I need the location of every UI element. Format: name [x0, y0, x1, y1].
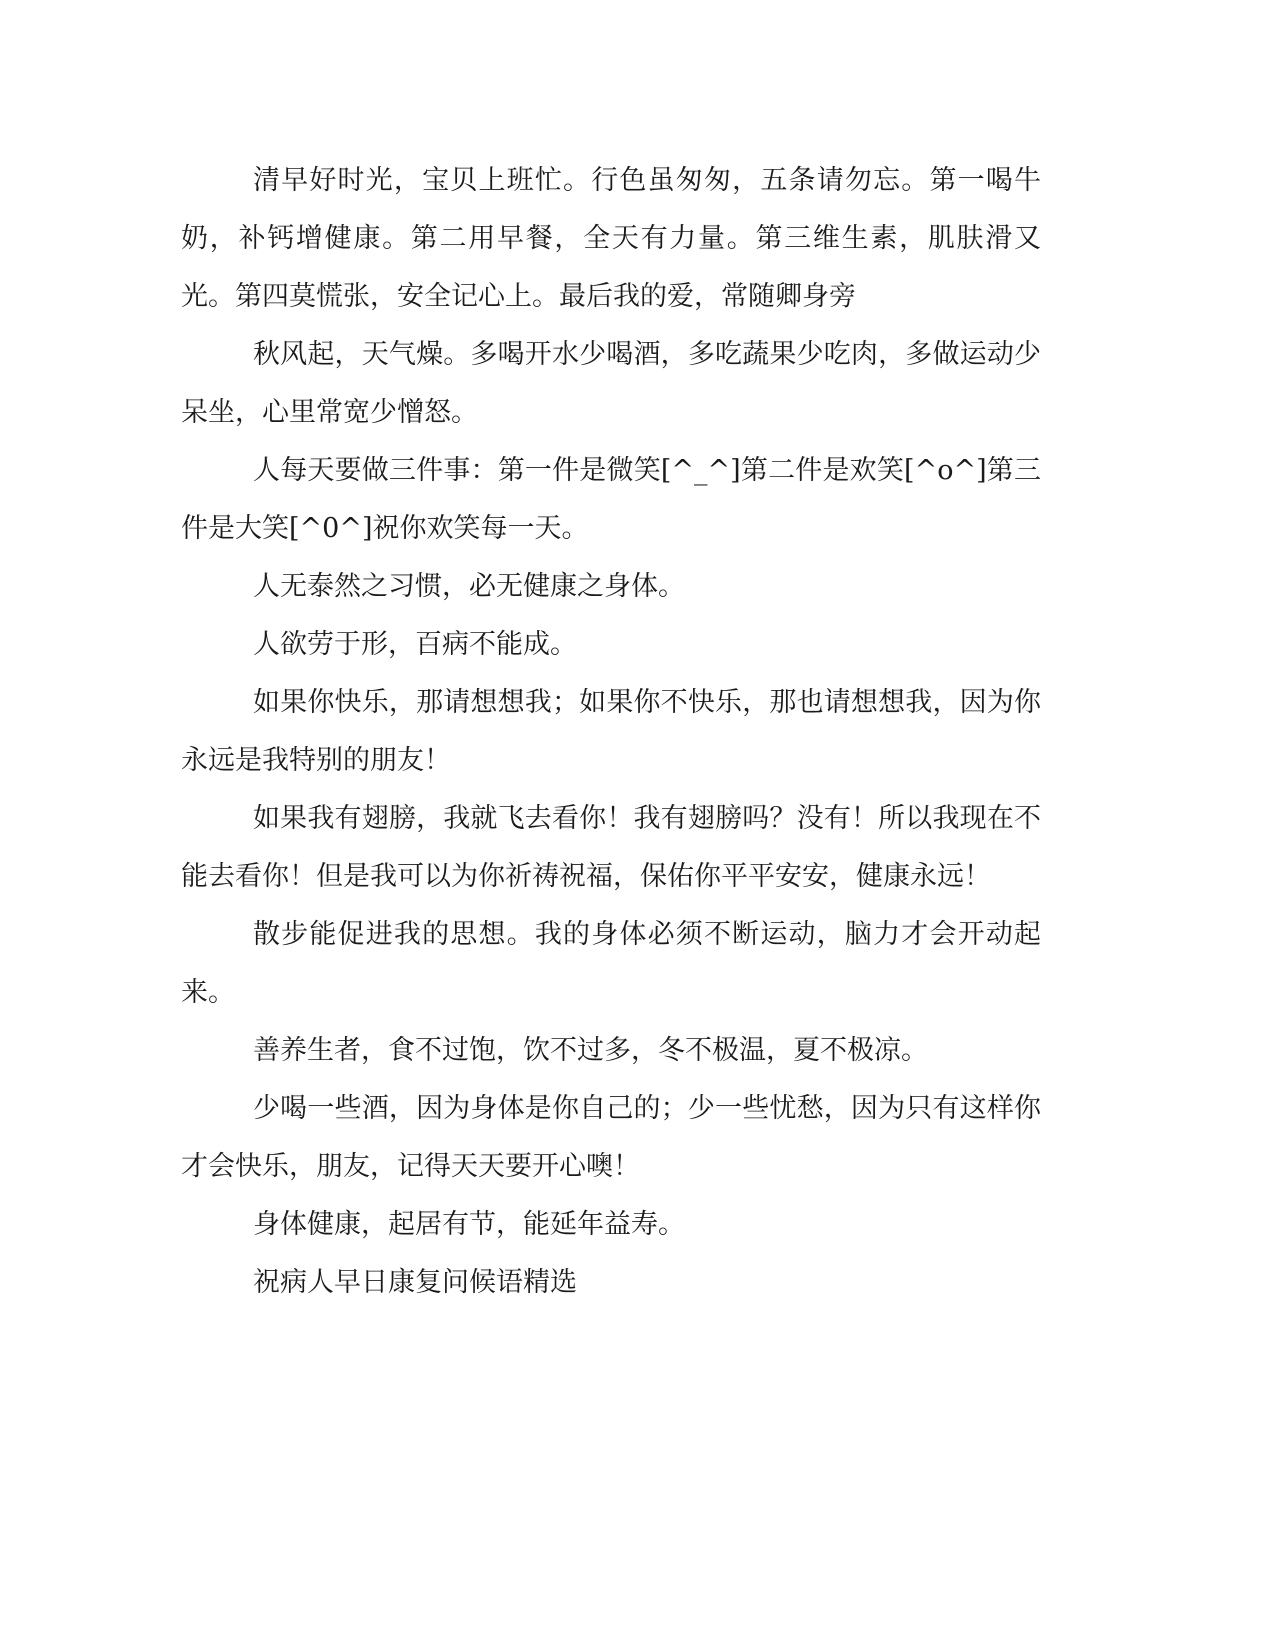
- document-body: [181, 152, 1041, 1312]
- paragraph-8: 散步能促进我的思想。我的身体必须不断运动，脑力才会开动起来。: [181, 919, 1041, 1008]
- paragraph-10: 少喝一些酒，因为身体是你自己的；少一些忧愁，因为只有这样你才会快乐，朋友，记得天天要开心噢！: [181, 1093, 1041, 1182]
- paragraph-2: 秋风起，天气燥。多喝开水少喝酒，多吃蔬果少吃肉，多做运动少呆坐，心里常宽少憎怒。: [181, 339, 1041, 428]
- paragraph-7: 如果我有翅膀，我就飞去看你！我有翅膀吗？没有！所以我现在不能去看你！但是我可以为你祈祷祝福，保佑你平平安安，健康永远！: [181, 803, 1041, 892]
- paragraph-12: 祝病人早日康复问候语精选: [253, 1267, 577, 1298]
- paragraph-4: 人无泰然之习惯，必无健康之身体。: [253, 571, 685, 602]
- paragraph-1: 清早好时光，宝贝上班忙。行色虽匆匆，五条请勿忘。第一喝牛奶，补钙增健康。第二用早餐，全天有力量。第三维生素，肌肤滑又光。第四莫慌张，安全记心上。最后我的爱，常随卿身旁: [181, 165, 1041, 312]
- paragraph-5: 人欲劳于形，百病不能成。: [253, 629, 577, 660]
- paragraph-3: 人每天要做三件事：第一件是微笑[^_^]第二件是欢笑[^o^]第三件是大笑[^0^]祝你欢笑每一天。: [181, 455, 1041, 544]
- paragraph-6: 如果你快乐，那请想想我；如果你不快乐，那也请想想我，因为你永远是我特别的朋友！: [181, 687, 1041, 776]
- paragraph-11: 身体健康，起居有节，能延年益寿。: [253, 1209, 685, 1240]
- paragraph-9: 善养生者，食不过饱，饮不过多，冬不极温，夏不极凉。: [253, 1035, 928, 1066]
